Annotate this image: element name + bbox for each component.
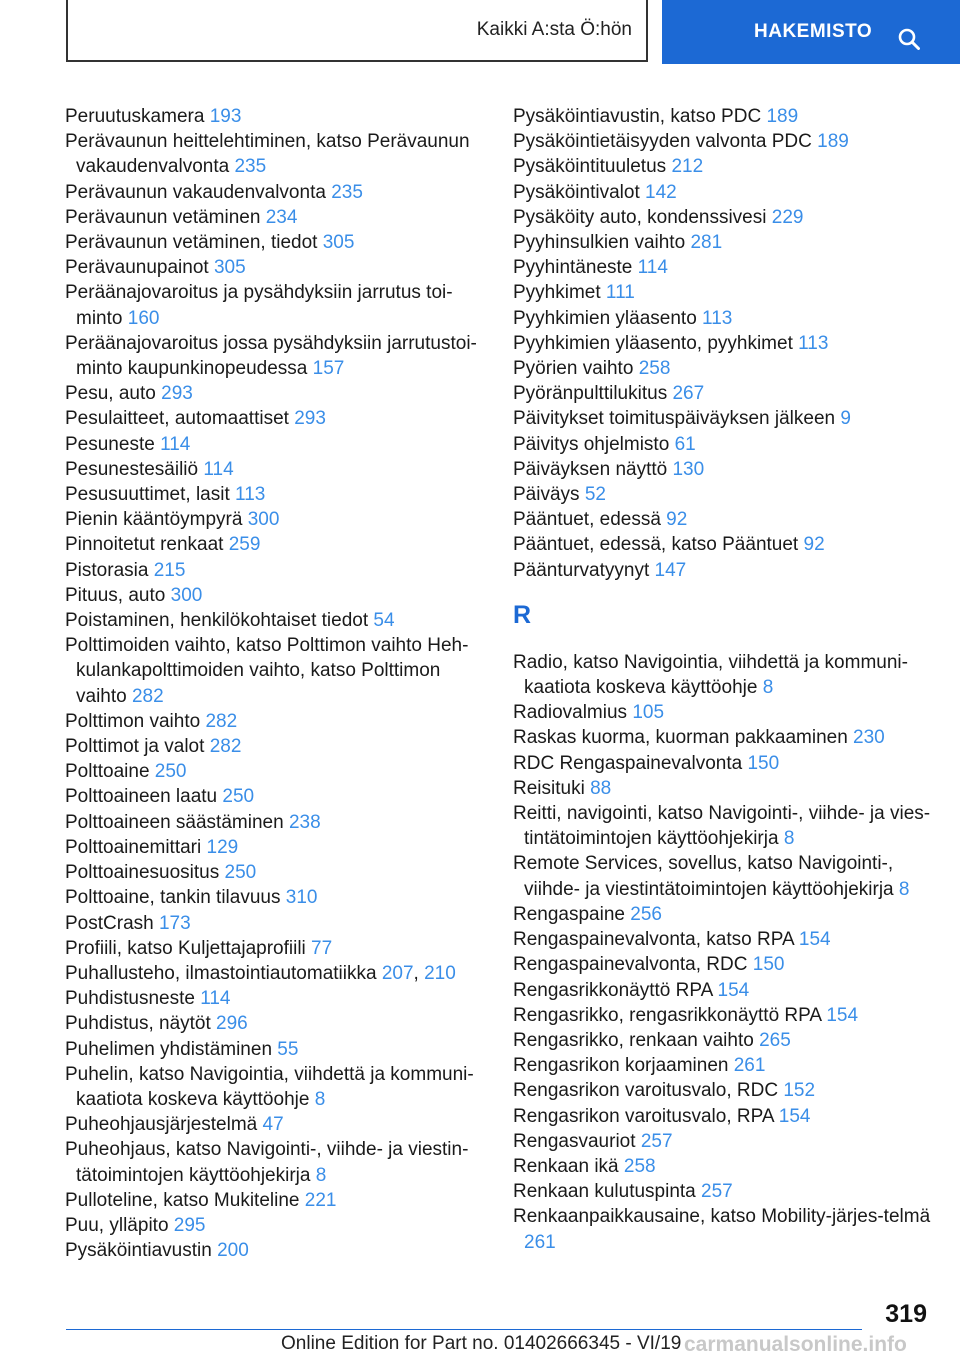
index-entry <box>513 1028 943 1053</box>
index-entry-term: Puhdistusneste <box>65 988 195 1010</box>
index-entry <box>65 205 485 230</box>
page-link[interactable]: 157 <box>312 358 345 380</box>
index-entry-term: Pesusuuttimet, lasit <box>65 484 230 506</box>
index-entry-term: RDC Rengaspainevalvonta <box>513 752 743 774</box>
index-entry <box>513 104 943 129</box>
index-entry <box>513 482 943 507</box>
page-link[interactable]: 114 <box>637 257 668 279</box>
section-letter: R <box>513 600 532 629</box>
index-entry <box>65 1062 485 1112</box>
index-entry <box>65 558 485 583</box>
index-entry <box>65 835 485 860</box>
page-link[interactable]: 230 <box>853 727 885 749</box>
page-link[interactable]: 142 <box>645 181 677 203</box>
index-entry <box>513 255 943 280</box>
index-entry-term: Reisituki <box>513 777 585 799</box>
index-column-right <box>513 104 943 1255</box>
index-entry-term: Rengaspainevalvonta, RDC <box>513 954 748 976</box>
index-entry-term: Pyöränpulttilukitus <box>513 383 668 405</box>
index-entry <box>513 725 943 750</box>
index-entry-term: Perävaunun vetäminen <box>65 206 261 228</box>
page-link[interactable]: 147 <box>654 559 687 581</box>
index-entry <box>513 129 943 154</box>
page-link[interactable]: 310 <box>285 887 318 909</box>
page-link[interactable]: 282 <box>131 685 164 707</box>
index-entry <box>65 1137 485 1187</box>
index-entry-term: Pulloteline, katso Mukiteline <box>65 1189 300 1211</box>
page-link[interactable]: 259 <box>228 534 261 556</box>
page-link[interactable]: 152 <box>783 1080 816 1102</box>
index-entry-term: Pyyhkimien yläasento, pyyhkimet <box>513 332 793 354</box>
page-link[interactable]: 61 <box>674 433 696 455</box>
index-entry-term: Renkaanpaikkausaine, katso Mobility-järjes‐telmä <box>513 1206 931 1228</box>
tab-a-to-z-label: Kaikki A:sta Ö:hön <box>476 19 632 40</box>
index-entry-term: Poistaminen, henkilökohtaiset tiedot <box>65 610 369 632</box>
page-link[interactable]: 296 <box>216 1013 248 1035</box>
page-link[interactable]: 193 <box>209 106 242 127</box>
index-entry-term: Pienin kääntöympyrä <box>65 509 243 531</box>
footer-text: Online Edition for Part no. 01402666345 - VI/19 <box>281 1333 682 1354</box>
page-link[interactable]: 150 <box>752 954 785 976</box>
page-link[interactable]: 258 <box>623 1155 656 1177</box>
page-link[interactable]: 92 <box>803 534 825 556</box>
index-entry-term: Rengasrikkonäyttö RPA <box>513 979 713 1001</box>
index-entry-term: Pituus, auto <box>65 584 166 606</box>
page-link[interactable]: 305 <box>322 232 355 254</box>
index-entry-term: Rengasrikon varoitusvalo, RDC <box>513 1080 779 1102</box>
index-entry-term: Peräänajovaroitus ja pysähdyksiin jarrutus toi‐minto <box>65 282 453 329</box>
page-link[interactable]: 207 <box>381 962 414 984</box>
index-entry-term: Radiovalmius <box>513 702 628 724</box>
page-link[interactable]: 281 <box>690 232 723 254</box>
index-entry-term: Päivitys ohjelmisto <box>513 433 670 455</box>
index-entry-term: Profiili, katso Kuljettajaprofiili <box>65 937 306 959</box>
index-entry-term: Puhallusteho, ilmastointiautomatiikka <box>65 962 377 984</box>
page-link[interactable]: 282 <box>205 710 238 732</box>
page-link[interactable]: 129 <box>206 836 239 858</box>
index-entry <box>65 759 485 784</box>
index-entry <box>513 1179 943 1204</box>
index-entry-term: Pesuneste <box>65 433 155 455</box>
tab-index[interactable] <box>662 0 960 64</box>
page-link[interactable]: 189 <box>817 131 849 153</box>
page-link[interactable]: 8 <box>783 828 795 850</box>
index-entry <box>65 885 485 910</box>
index-entry <box>65 507 485 532</box>
index-entry <box>65 180 485 205</box>
index-entry-term: Pyörien vaihto <box>513 358 634 380</box>
page-link[interactable]: 229 <box>771 206 804 228</box>
page-link[interactable]: 88 <box>590 777 612 799</box>
index-entry-term: Puu, ylläpito <box>65 1214 169 1236</box>
tab-index-label: HAKEMISTO <box>754 21 873 42</box>
page-link[interactable]: 257 <box>640 1130 673 1152</box>
index-entry <box>65 583 485 608</box>
index-entry-term: Polttimoiden vaihto, katso Polttimon vaihto Heh‐kulankapolttimoiden vaihto, katso Polttimon vaihto <box>65 635 469 707</box>
index-entry <box>65 129 485 179</box>
page-number: 319 <box>885 1300 927 1328</box>
index-entry <box>65 709 485 734</box>
index-entry <box>513 851 943 901</box>
index-entry-term: Pysäköintituuletus <box>513 156 667 178</box>
index-entry <box>513 952 943 977</box>
index-entry <box>65 1188 485 1213</box>
index-entry-term: Rengasrikon korjaaminen <box>513 1055 729 1077</box>
page-link[interactable]: 114 <box>200 988 231 1010</box>
index-entry <box>65 986 485 1011</box>
index-entry-term: Päiväyksen näyttö <box>513 458 668 480</box>
page-link[interactable]: 238 <box>288 811 321 833</box>
page-link[interactable]: 235 <box>234 156 267 178</box>
page-link[interactable]: 258 <box>638 358 671 380</box>
index-entry <box>65 1011 485 1036</box>
index-entry-term: Polttoaine <box>65 761 150 783</box>
index-entry <box>65 230 485 255</box>
page-link[interactable]: 210 <box>424 962 456 984</box>
index-entry <box>65 432 485 457</box>
page-link[interactable]: 300 <box>170 584 203 606</box>
index-entry-term: Peräänajovaroitus jossa pysähdyksiin jarrutustoi‐minto kaupunkinopeudessa <box>65 332 477 380</box>
index-entry <box>65 1213 485 1238</box>
index-entry-term: Pyyhintäneste <box>513 257 633 279</box>
index-entry-term: Pysäköintiavustin <box>65 1240 212 1262</box>
index-entry-term: Polttimot ja valot <box>65 736 205 758</box>
page-link[interactable]: 55 <box>277 1038 299 1060</box>
index-entry <box>65 911 485 936</box>
page-link[interactable]: 77 <box>311 937 333 959</box>
index-entry <box>513 700 943 725</box>
index-entry <box>513 1154 943 1179</box>
index-entry-term: Rengasrikko, renkaan vaihto <box>513 1029 754 1051</box>
index-entry-term: Puhelimen yhdistäminen <box>65 1038 273 1060</box>
index-entry <box>65 1112 485 1137</box>
index-entry-term: Polttoainesuositus <box>65 862 220 884</box>
index-entry <box>513 650 943 700</box>
page-link[interactable]: 295 <box>173 1214 206 1236</box>
index-entry-term: Radio, katso Navigointia, viihdettä ja kommuni‐kaatiota koskeva käyttöohje <box>513 651 908 699</box>
page-link[interactable]: 154 <box>826 1004 859 1026</box>
index-entry <box>513 406 943 431</box>
index-entry-term: Raskas kuorma, kuorman pakkaaminen <box>513 727 848 749</box>
index-entry <box>65 936 485 961</box>
page-link[interactable]: 47 <box>262 1114 284 1136</box>
index-entry <box>65 784 485 809</box>
index-entry <box>65 280 485 330</box>
page-link[interactable]: 111 <box>605 282 635 304</box>
index-entry-term: Pinnoitetut renkaat <box>65 534 224 556</box>
index-entry <box>513 457 943 482</box>
index-entry <box>65 860 485 885</box>
index-entry <box>513 558 943 583</box>
index-entry <box>513 1104 943 1129</box>
page-link[interactable]: 250 <box>222 786 255 808</box>
index-entry-term: Rengasvauriot <box>513 1130 636 1152</box>
index-entry: Puhallusteho, ilmastointiautomatiikka 207, 210 <box>65 962 456 984</box>
index-entry <box>65 381 485 406</box>
index-entry-term: Peruutuskamera <box>65 106 205 127</box>
index-entry <box>65 1037 485 1062</box>
page-link[interactable]: 105 <box>632 702 665 724</box>
index-entry-term: Rengaspainevalvonta, katso RPA <box>513 929 794 951</box>
index-entry-term: Pistorasia <box>65 559 149 581</box>
index-entry <box>513 230 943 255</box>
index-entry <box>513 1003 943 1028</box>
index-entry-term: Perävaunun vetäminen, tiedot <box>65 232 318 254</box>
index-entry-term: Pysäköintietäisyyden valvonta PDC <box>513 131 812 153</box>
index-entry-term: Päiväys <box>513 484 580 506</box>
page-link[interactable]: 52 <box>584 484 606 506</box>
index-entry <box>513 180 943 205</box>
index-entry <box>65 457 485 482</box>
page-link[interactable]: 293 <box>294 408 326 430</box>
index-entry-term: Polttimon vaihto <box>65 710 201 732</box>
index-entry-term: Pyyhkimet <box>513 282 601 304</box>
page-link[interactable]: 114 <box>160 433 191 455</box>
index-entry-term: Perävaunun vakaudenvalvonta <box>65 181 326 203</box>
index-entry <box>513 381 943 406</box>
page-link[interactable]: 150 <box>747 752 780 774</box>
page-link[interactable]: 92 <box>666 509 688 531</box>
page-link[interactable]: 234 <box>265 206 298 228</box>
index-entry <box>513 927 943 952</box>
index-entry <box>65 532 485 557</box>
index-entry-term: Pyyhkimien yläasento <box>513 307 697 329</box>
index-entry-term: Puheohjaus, katso Navigointi-, viihde- ja viestin‐tätoimintojen käyttöohjekirja <box>65 1139 469 1186</box>
page-link[interactable]: 189 <box>766 106 799 127</box>
search-icon[interactable] <box>898 28 920 50</box>
index-entry <box>65 406 485 431</box>
page-link[interactable]: 212 <box>671 156 704 178</box>
page-link[interactable]: 300 <box>247 509 280 531</box>
tab-a-to-z[interactable] <box>66 0 648 62</box>
index-entry-term: Pesu, auto <box>65 383 156 405</box>
page-link[interactable]: 54 <box>373 610 395 632</box>
index-entry <box>65 608 485 633</box>
index-entry-term: Polttoaineen säästäminen <box>65 811 284 833</box>
index-entry <box>65 104 485 129</box>
index-entry-term: PostCrash <box>65 912 154 934</box>
index-entry-term: Puheohjausjärjestelmä <box>65 1114 258 1136</box>
page-link[interactable]: 267 <box>672 383 705 405</box>
index-entry <box>513 1129 943 1154</box>
index-entry-term: Rengaspaine <box>513 903 625 925</box>
index-entry-term: Reitti, navigointi, katso Navigointi-, viihde- ja vies‐tintätoimintojen käyttöohjekirja <box>513 803 931 850</box>
index-column-left <box>65 104 485 1263</box>
index-entry <box>65 482 485 507</box>
index-entry <box>513 356 943 381</box>
index-entry-term: Puhdistus, näytöt <box>65 1013 211 1035</box>
page-link[interactable]: 8 <box>762 677 774 699</box>
index-entry-term: Pysäköity auto, kondenssivesi <box>513 206 767 228</box>
footer-divider <box>66 1329 862 1330</box>
page-link[interactable]: 221 <box>304 1189 337 1211</box>
page-link[interactable]: 9 <box>840 408 851 430</box>
page-link[interactable]: 130 <box>672 458 705 480</box>
page-link[interactable]: 235 <box>331 181 363 203</box>
index-entry <box>65 331 485 381</box>
page-link[interactable]: 200 <box>217 1240 249 1262</box>
page-link[interactable]: 113 <box>798 332 829 354</box>
page-link[interactable]: 8 <box>315 1164 327 1186</box>
page-link[interactable]: 282 <box>209 736 242 758</box>
page-link[interactable]: 113 <box>235 484 266 506</box>
index-entry <box>65 633 485 709</box>
index-entry <box>65 255 485 280</box>
index-entry-term: Puhelin, katso Navigointia, viihdettä ja kommuni‐kaatiota koskeva käyttöohje <box>65 1063 474 1110</box>
page-link[interactable]: 261 <box>733 1055 766 1077</box>
index-entry <box>513 776 943 801</box>
index-entry <box>513 154 943 179</box>
page-link[interactable]: 154 <box>717 979 750 1001</box>
header <box>0 0 960 66</box>
page-link[interactable]: 250 <box>154 761 187 783</box>
index-entry <box>513 432 943 457</box>
page-link[interactable]: 305 <box>213 257 246 279</box>
page-link[interactable]: 215 <box>153 559 186 581</box>
watermark: carmanualsonline.info <box>684 1333 907 1356</box>
index-entry <box>513 902 943 927</box>
index-entry <box>513 1204 943 1254</box>
index-entry-term: Renkaan ikä <box>513 1155 619 1177</box>
index-entry <box>513 205 943 230</box>
index-entry-term: Polttoaine, tankin tilavuus <box>65 887 281 909</box>
index-entry <box>65 734 485 759</box>
index-list-p <box>513 104 943 583</box>
index-entry <box>513 532 943 557</box>
index-entry-term: Pesulaitteet, automaattiset <box>65 408 289 430</box>
page-link[interactable]: 8 <box>314 1088 326 1110</box>
page-link[interactable]: 154 <box>778 1105 811 1127</box>
index-entry-term: Renkaan kulutuspinta <box>513 1181 696 1203</box>
index-entry-term: Perävaunupainot <box>65 257 209 279</box>
page-link[interactable]: 173 <box>158 912 191 934</box>
index-entry-term: Remote Services, sovellus, katso Navigointi-, viihde- ja viestintätoimintojen käyttöohjekirja <box>513 853 894 900</box>
page-link[interactable]: 261 <box>524 1231 556 1253</box>
page-link[interactable]: 250 <box>224 862 257 884</box>
page-link[interactable]: 265 <box>759 1029 791 1051</box>
index-entry <box>65 810 485 835</box>
index-list-r <box>513 650 943 1255</box>
index-entry-term: Perävaunun heittelehtiminen, katso Perävaunun vakaudenvalvonta <box>65 131 470 178</box>
index-entry <box>513 331 943 356</box>
index-entry-term: Pysäköintiavustin, katso PDC <box>513 106 762 127</box>
index-entry <box>513 978 943 1003</box>
index-entry <box>513 801 943 851</box>
page-link[interactable]: 160 <box>127 307 160 329</box>
index-entry <box>65 1238 485 1263</box>
index-entry <box>513 507 943 532</box>
index-entry-term: Päivitykset toimituspäiväyksen jälkeen <box>513 408 836 430</box>
index-entry-term: Polttoaineen laatu <box>65 786 218 808</box>
index-entry-term: Pääntuet, edessä, katso Pääntuet <box>513 534 799 556</box>
page-link[interactable]: 154 <box>798 929 831 951</box>
page-link[interactable]: 293 <box>161 383 193 405</box>
page-link[interactable]: 257 <box>701 1181 733 1203</box>
index-entry-term: Pysäköintivalot <box>513 181 640 203</box>
page-link[interactable]: 114 <box>203 458 234 480</box>
index-entry-term: Pääntuet, edessä <box>513 509 661 531</box>
index-entry-term: Päänturvatyynyt <box>513 559 650 581</box>
index-entry-term: Rengasrikko, rengasrikkonäyttö RPA <box>513 1004 822 1026</box>
index-entry <box>513 306 943 331</box>
page-link[interactable]: 113 <box>702 307 733 329</box>
index-entry <box>513 280 943 305</box>
index-entry <box>513 1053 943 1078</box>
index-entry-term: Pesunestesäiliö <box>65 458 199 480</box>
index-entry-term: Rengasrikon varoitusvalo, RPA <box>513 1105 774 1127</box>
index-entry <box>513 1078 943 1103</box>
page-link[interactable]: 8 <box>898 878 910 900</box>
page-link[interactable]: 256 <box>630 903 662 925</box>
index-entry-term: Pyyhinsulkien vaihto <box>513 232 686 254</box>
index-entry <box>513 751 943 776</box>
index-entry-term: Polttoainemittari <box>65 836 202 858</box>
